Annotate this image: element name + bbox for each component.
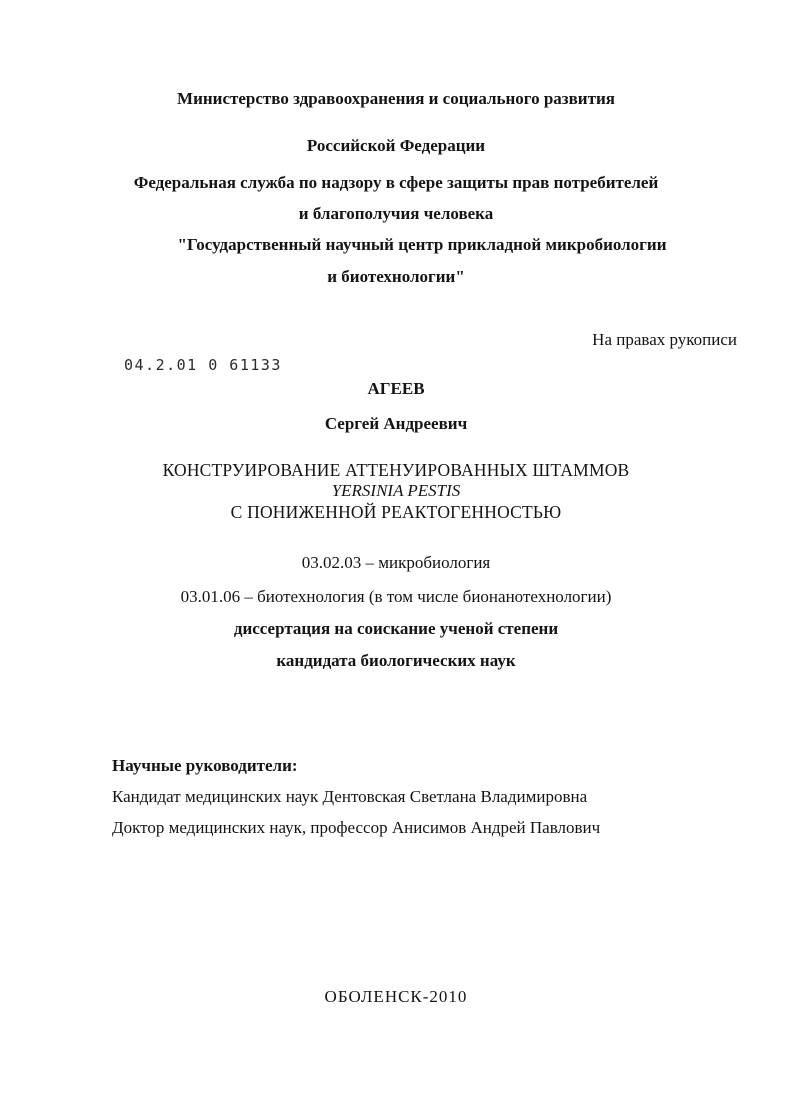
service-line: Федеральная служба по надзору в сфере защиты прав потребителей [133, 173, 659, 192]
federation-line: Российской Федерации [306, 136, 486, 155]
center-line: "Государственный научный центр прикладной микробиологии [177, 235, 667, 254]
supervisors-heading: Научные руководители: [112, 756, 298, 775]
service-line-2: и благополучия человека [298, 204, 494, 223]
degree-line-1: диссертация на соискание ученой степени [233, 619, 559, 638]
specialty-biotechnology: 03.01.06 – биотехнология (в том числе бионанотехнологии) [180, 587, 612, 606]
title-line-1: КОНСТРУИРОВАНИЕ АТТЕНУИРОВАННЫХ ШТАММОВ [162, 460, 630, 480]
specialty-microbiology: 03.02.03 – микробиология [301, 553, 491, 572]
title-line-2: YERSINIA PESTIS [331, 481, 461, 500]
manuscript-note: На правах рукописи [592, 330, 737, 349]
city-year-footer: ОБОЛЕНСК-2010 [324, 987, 468, 1006]
title-line-3: С ПОНИЖЕННОЙ РЕАКТОГЕННОСТЬЮ [230, 502, 562, 522]
degree-line-2: кандидата биологических наук [276, 651, 516, 670]
supervisor-1: Кандидат медицинских наук Дентовская Светлана Владимировна [112, 787, 588, 806]
supervisor-2: Доктор медицинских наук, профессор Анисимов Андрей Павлович [112, 818, 601, 837]
author-surname: АГЕЕВ [367, 379, 425, 398]
author-name: Сергей Андреевич [324, 414, 468, 433]
ministry-line: Министерство здравоохранения и социального развития [177, 89, 615, 108]
registration-stamp: 04.2.01 0 61133 [124, 356, 282, 374]
center-line-2: и биотехнологии" [327, 267, 465, 286]
